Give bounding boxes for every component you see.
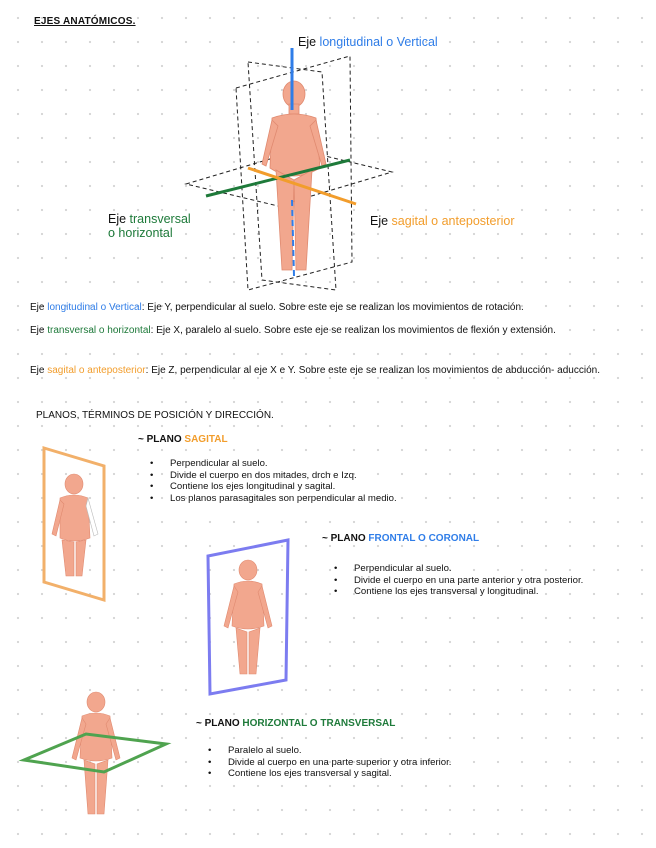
list-item: • Contiene los ejes transversal y sagital. <box>208 768 451 780</box>
definition-sagital: Eje sagital o anteposterior: Eje Z, perpendicular al eje X e Y. Sobre este eje se realizan los movimientos de abducción- aducción. <box>30 365 600 376</box>
list-item: • Paralelo al suelo. <box>208 745 451 757</box>
list-item: • Perpendicular al suelo. <box>150 458 397 470</box>
plane-sagital-bullets <box>150 458 397 504</box>
horizontal-plane-figure <box>20 688 180 828</box>
plane-horizontal-title: ~ PLANO HORIZONTAL O TRANSVERSAL <box>196 718 396 729</box>
plane-sagital-title: ~ PLANO SAGITAL <box>138 434 228 445</box>
plane-frontal-title: ~ PLANO FRONTAL O CORONAL <box>322 533 480 544</box>
definition-vertical: Eje longitudinal o Vertical: Eje Y, perpendicular al suelo. Sobre este eje se realizan los movimientos de rotación. <box>30 302 524 313</box>
list-item: • Los planos parasagitales son perpendicular al medio. <box>150 493 397 505</box>
list-item: • Perpendicular al suelo. <box>334 563 583 575</box>
plane-frontal-bullets <box>334 563 583 598</box>
sagital-axis-label: Eje sagital o anteposterior <box>370 214 515 228</box>
list-item: • Divide el cuerpo en dos mitades, drch e Izq. <box>150 470 397 482</box>
page-title: EJES ANATÓMICOS. <box>34 16 136 27</box>
sagital-plane-figure <box>36 444 116 604</box>
vertical-axis-label: Eje longitudinal o Vertical <box>298 35 438 49</box>
frontal-plane-figure <box>200 534 300 704</box>
list-item: • Divide el cuerpo en una parte anterior y otra posterior. <box>334 575 583 587</box>
list-item: • Contiene los ejes transversal y longitudinal. <box>334 586 583 598</box>
list-item: • Divide al cuerpo en una parte superior y otra inferior. <box>208 757 451 769</box>
plane-horizontal-bullets <box>208 745 451 780</box>
section-title: PLANOS, TÉRMINOS DE POSICIÓN Y DIRECCIÓN. <box>36 410 274 421</box>
definition-transversal: Eje transversal o horizontal: Eje X, paralelo al suelo. Sobre este eje se realizan los movimientos de flexión y extensión. <box>30 325 556 336</box>
list-item: • Contiene los ejes longitudinal y sagital. <box>150 481 397 493</box>
transversal-axis-label: Eje transversal o horizontal <box>108 212 191 240</box>
